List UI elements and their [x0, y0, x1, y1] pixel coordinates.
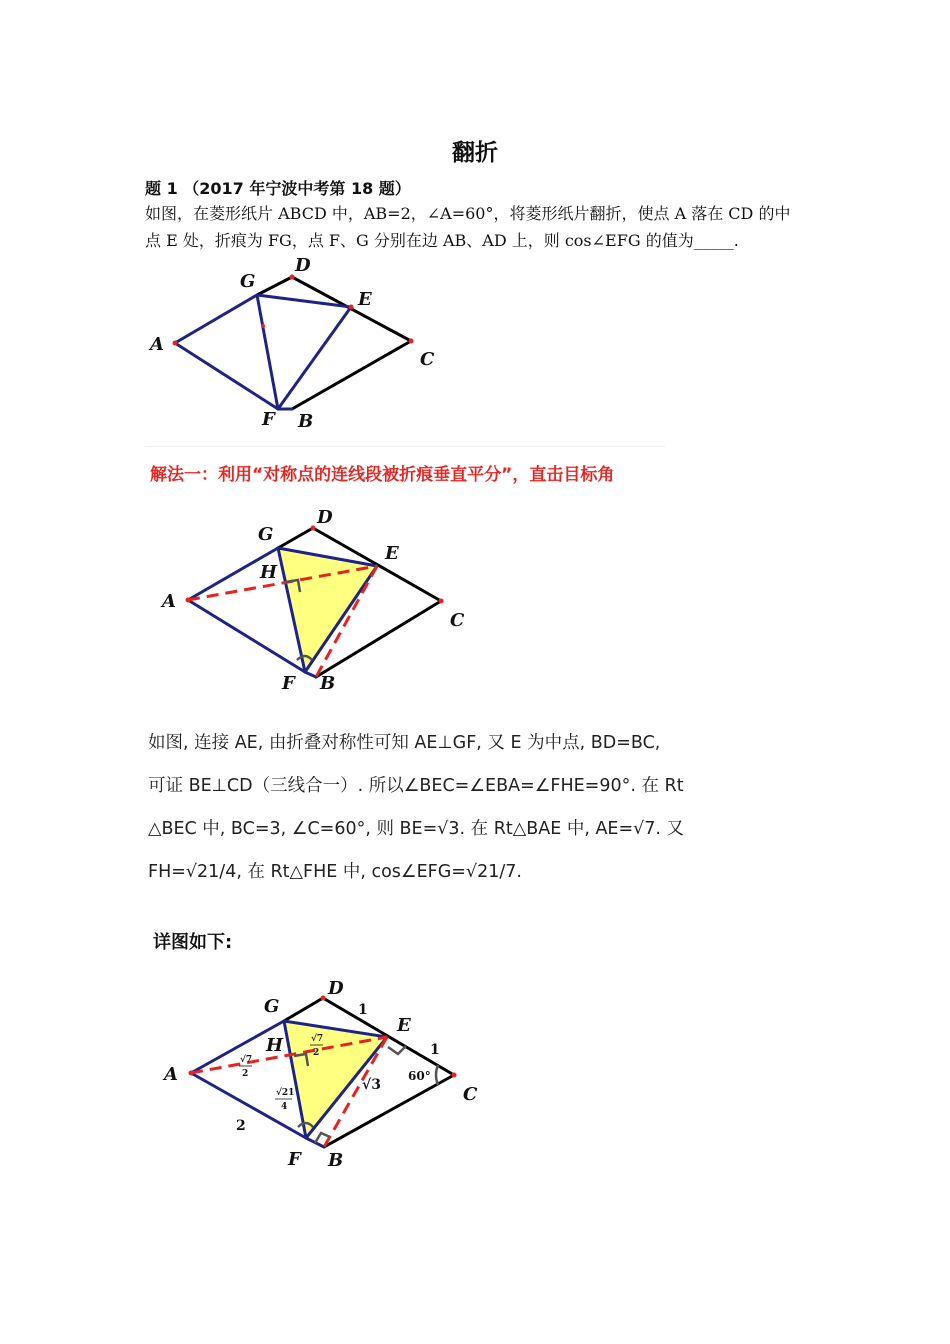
label-c: C	[450, 610, 465, 631]
label-b: B	[328, 1150, 344, 1171]
label-a: A	[150, 334, 164, 355]
label-g: G	[258, 524, 274, 545]
svg-text:√7: √7	[311, 1034, 324, 1044]
svg-text:2: 2	[242, 1069, 249, 1079]
figure-solution-1	[150, 500, 480, 700]
label-ec-length: 1	[430, 1042, 440, 1058]
label-g: G	[240, 271, 256, 292]
label-fh-fraction	[275, 1087, 294, 1112]
label-b: B	[320, 673, 336, 694]
label-h: H	[260, 562, 278, 583]
explanation-line-3: △BEC 中, BC=3, ∠C=60°, 则 BE=√3. 在 Rt△BAE 中, AE=√7. 又	[148, 819, 685, 839]
label-c: C	[463, 1084, 478, 1105]
detail-heading: 详图如下:	[153, 932, 233, 953]
label-d: D	[295, 255, 311, 276]
label-e: E	[385, 543, 399, 564]
page-title: 翻折	[452, 140, 498, 166]
label-h: H	[266, 1035, 284, 1056]
svg-text:√7: √7	[240, 1055, 253, 1065]
svg-text:4: 4	[281, 1102, 288, 1112]
figure-rhombus-fold	[140, 250, 460, 435]
label-af-length: 2	[236, 1118, 246, 1134]
figure-detail	[150, 970, 490, 1175]
label-a: A	[164, 1064, 178, 1085]
label-a: A	[162, 591, 176, 612]
label-ah-fraction	[239, 1054, 252, 1079]
explanation-line-1: 如图, 连接 AE, 由折叠对称性可知 AE⊥GF, 又 E 为中点, BD=BC,	[148, 733, 661, 753]
label-c: C	[420, 349, 435, 370]
question-line-1: 如图，在菱形纸片 ABCD 中，AB=2，∠A=60°，将菱形纸片翻折，使点 A 落在 CD 的中	[145, 204, 791, 223]
label-f: F	[282, 673, 295, 694]
explanation-line-2: 可证 BE⊥CD（三线合一）. 所以∠BEC=∠EBA=∠FHE=90°. 在 Rt	[148, 776, 684, 796]
label-de-length: 1	[358, 1002, 368, 1018]
label-d: D	[317, 507, 333, 528]
divider	[145, 446, 665, 447]
label-e: E	[397, 1015, 411, 1036]
explanation-line-4: FH=√21/4, 在 Rt△FHE 中, cos∠EFG=√21/7.	[148, 862, 522, 882]
svg-text:2: 2	[313, 1048, 320, 1058]
label-f: F	[262, 409, 275, 430]
label-g: G	[264, 996, 280, 1017]
question-heading: 题 1 （2017 年宁波中考第 18 题）	[145, 179, 411, 198]
label-be-length: √3	[362, 1077, 381, 1093]
label-d: D	[328, 978, 344, 999]
label-f: F	[288, 1149, 301, 1170]
label-e: E	[358, 289, 372, 310]
solution-heading: 解法一：利用“对称点的连线段被折痕垂直平分”，直击目标角	[150, 465, 615, 485]
label-angle-c: 60°	[408, 1069, 431, 1083]
svg-text:√21: √21	[276, 1088, 295, 1098]
label-b: B	[298, 411, 314, 432]
question-line-2: 点 E 处，折痕为 FG，点 F、G 分别在边 AB、AD 上，则 cos∠EFG 的值为_____.	[145, 231, 739, 250]
